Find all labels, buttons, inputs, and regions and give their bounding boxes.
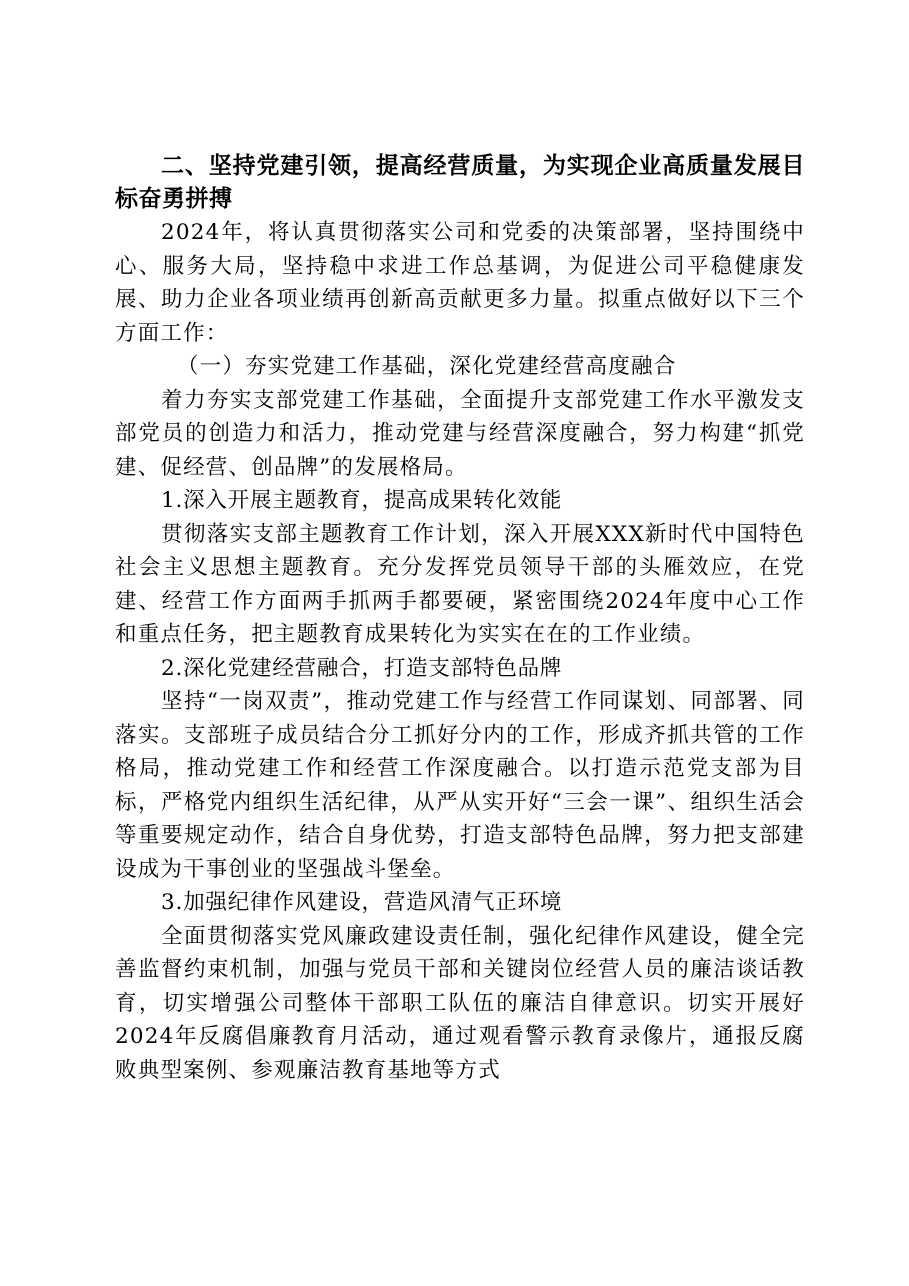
item-title-1: 1.深入开展主题教育，提高成果转化效能 [161, 488, 563, 513]
item-title-3: 3.加强纪律作风建设，营造风清气正环境 [161, 890, 563, 915]
intro-paragraph: 2024年，将认真贯彻落实公司和党委的决策部署，坚持围绕中心、服务大局，坚持稳中求进工作总基调，为促进公司平稳健康发展、助力企业各项业绩再创新高贡献更多力量。拟重点做好以下三个方面工作： [115, 220, 805, 346]
item-paragraph-1: 贯彻落实支部主题教育工作计划，深入开展XXX新时代中国特色社会主义思想主题教育。充分发挥党员领导干部的头雁效应，在党建、经营工作方面两手抓两手都要硬，紧密围绕2024年度中心工作和重点任务，把主题教育成果转化为实实在在的工作业绩。 [115, 521, 805, 647]
item-title-2: 2.深化党建经营融合，打造支部特色品牌 [161, 655, 563, 681]
section-heading: 二、坚持党建引领，提高经营质量，为实现企业高质量发展目标奋勇拼搏 [115, 153, 805, 212]
item-paragraph-2: 坚持“一岗双责”，推动党建工作与经营工作同谋划、同部署、同落实。支部班子成员结合分工抓好分内的工作，形成齐抓共管的工作格局，推动党建工作和经营工作深度融合。以打造示范党支部为目标，严格党内组织生活纪律，从严从实开好“三会一课”、组织生活会等重要规定动作，结合自身优势，打造支部特色品牌，努力把支部建设成为干事创业的坚强战斗堡垒。 [115, 689, 805, 882]
subsection-title: （一）夯实党建工作基础，深化党建经营高度融合 [177, 354, 677, 379]
subsection-paragraph: 着力夯实支部党建工作基础，全面提升支部党建工作水平激发支部党员的创造力和活力，推动党建与经营深度融合，努力构建“抓党建、促经营、创品牌”的发展格局。 [115, 387, 805, 480]
document-body [115, 150, 805, 1087]
item-paragraph-3: 全面贯彻落实党风廉政建设责任制，强化纪律作风建设，健全完善监督约束机制，加强与党员干部和关键岗位经营人员的廉洁谈话教育，切实增强公司整体干部职工队伍的廉洁自律意识。切实开展好2024年反腐倡廉教育月活动，通过观看警示教育录像片，通报反腐败典型案例、参观廉洁教育基地等方式 [115, 923, 805, 1083]
